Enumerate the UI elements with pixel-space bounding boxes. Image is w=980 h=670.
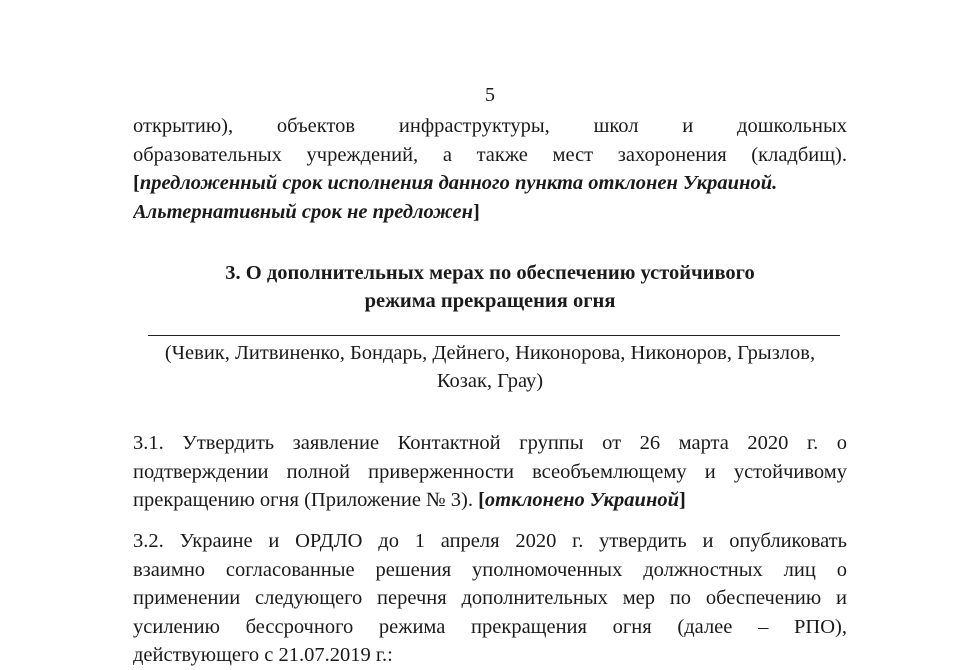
section-title-line: режима прекращения огня: [364, 290, 616, 312]
bracket-open: [: [478, 489, 485, 511]
intro-paragraph: [133, 112, 847, 226]
section-title-line: 3. О дополнительных мерах по обеспечению устойчивого: [225, 262, 755, 284]
bracket-close: ]: [472, 200, 480, 223]
item-3-1-paragraph: [133, 429, 847, 515]
rejection-note: [133, 169, 847, 198]
item-line: [133, 486, 847, 515]
item-line: 3.1. Утвердить заявление Контактной группы от 26 марта 2020 г. о: [133, 432, 847, 454]
intro-line: образовательных учреждений, а также мест захоронения (кладбищ).: [133, 143, 847, 166]
participants-line: Козак, Грау): [436, 370, 544, 392]
item-line: подтверждении полной приверженности всеобъемлющему и устойчивому: [133, 460, 847, 483]
bracket-open: [: [133, 172, 140, 194]
divider-line: [148, 335, 840, 336]
item-line: применении следующего перечня дополнительных мер по обеспечению и: [133, 587, 847, 609]
item-line: усилению бессрочного режима прекращения огня (далее – РПО),: [133, 615, 847, 638]
intro-line: открытию), объектов инфраструктуры, школ и дошкольных: [133, 115, 847, 137]
rejection-note-text: предложенный срок исполнения данного пункта отклонен Украиной.: [139, 172, 778, 194]
rejection-note-text: отклонено Украиной: [484, 489, 679, 511]
item-text: прекращению огня (Приложение № 3).: [133, 489, 473, 511]
rejection-note-text: Альтернативный срок не предложен: [133, 200, 473, 223]
bracket-close: ]: [679, 489, 686, 511]
section-title: [0, 259, 980, 315]
item-line: взаимно согласованные решения уполномоченных должностных лиц о: [133, 558, 847, 581]
rejection-note: [478, 489, 686, 511]
item-line: действующего с 21.07.2019 г.:: [133, 644, 393, 666]
item-3-2-paragraph: [133, 527, 847, 670]
participants-list: [0, 339, 980, 395]
rejection-note: [133, 198, 847, 227]
participants-line: (Чевик, Литвиненко, Бондарь, Дейнего, Никонорова, Никоноров, Грызлов,: [164, 342, 816, 364]
page-number: 5: [485, 84, 495, 106]
item-line: 3.2. Украине и ОРДЛО до 1 апреля 2020 г. утвердить и опубликовать: [133, 530, 847, 552]
